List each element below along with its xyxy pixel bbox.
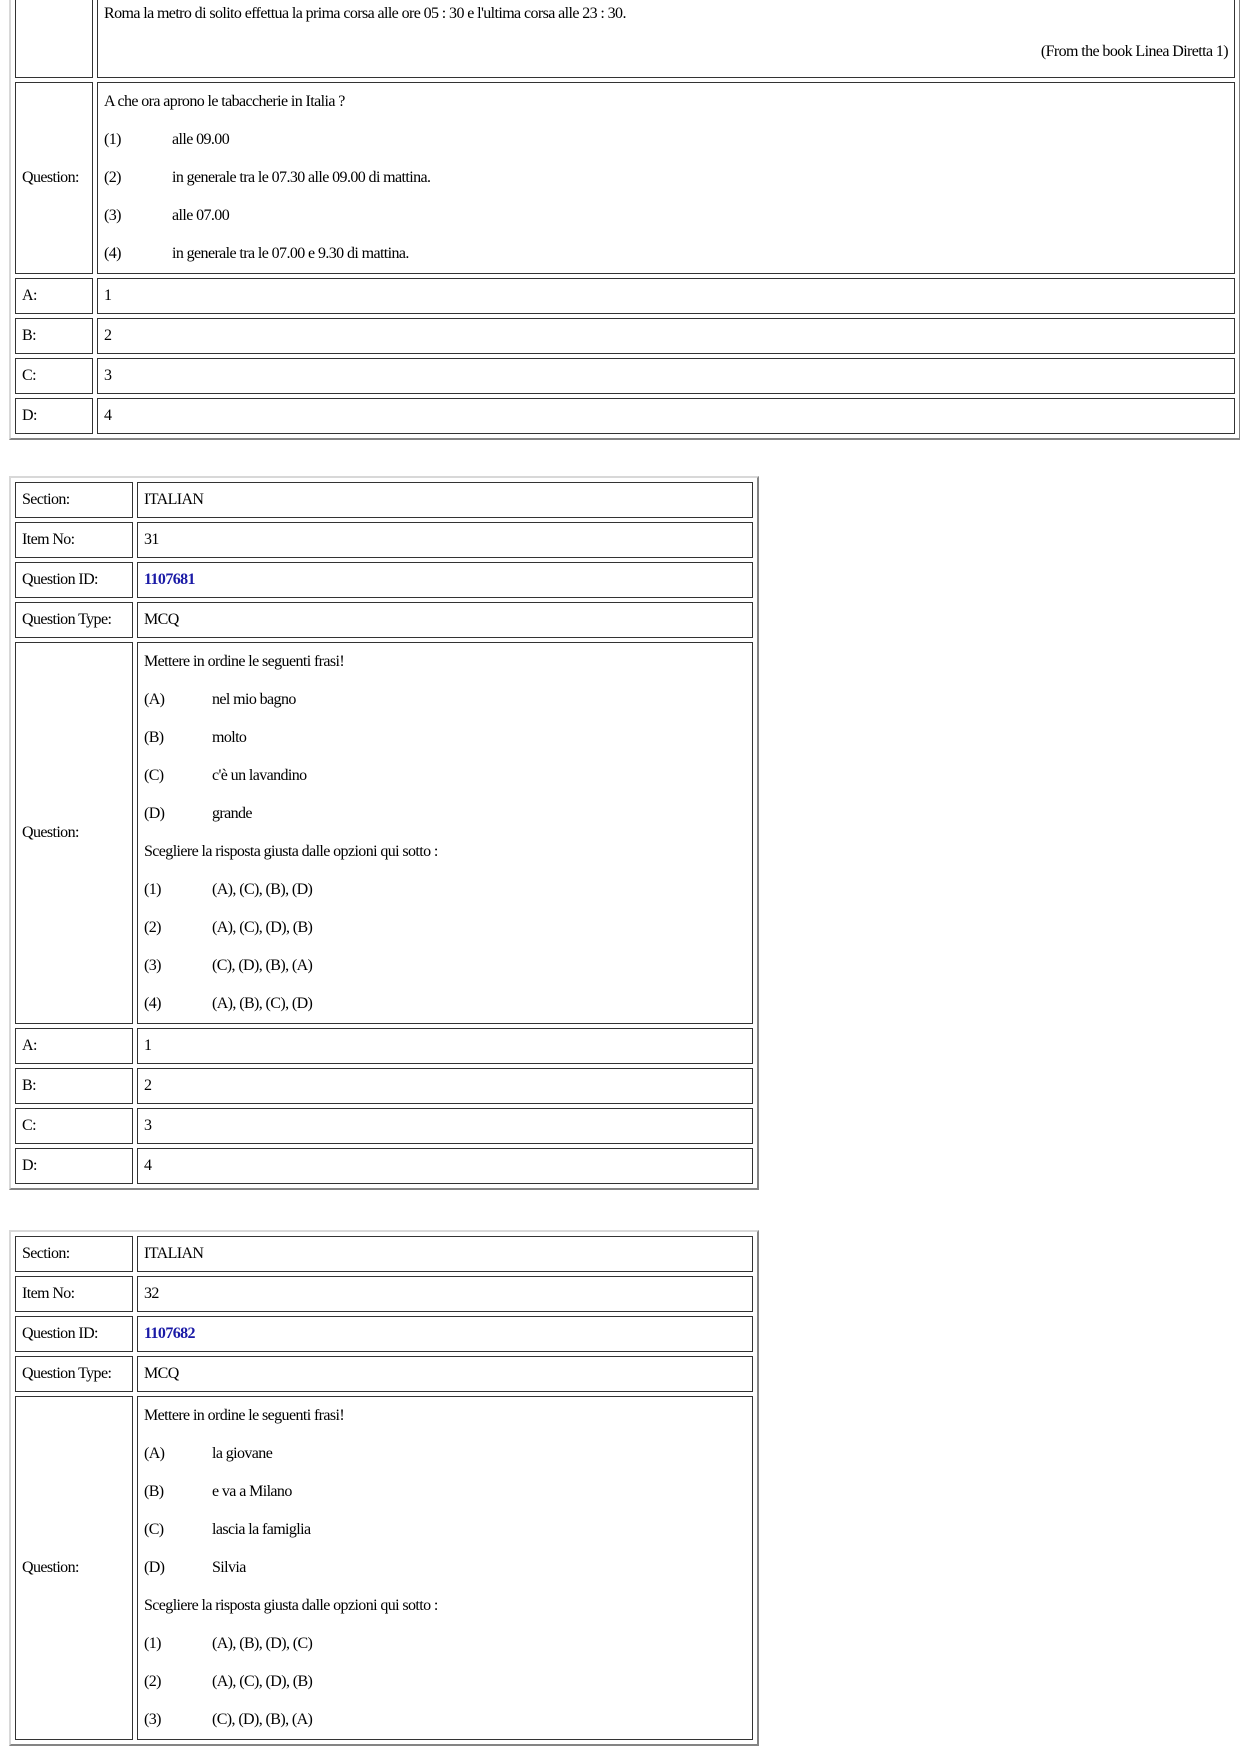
phrase-line: (C) lascia la famiglia	[144, 1521, 311, 1538]
answer-value: 2	[137, 1068, 753, 1104]
option-line: (2) (A), (C), (D), (B)	[144, 919, 313, 936]
answer-label: A:	[15, 1028, 133, 1064]
phrase-line: (D) grande	[144, 805, 252, 822]
answer-value: 1	[137, 1028, 753, 1064]
question-cell	[137, 1396, 753, 1740]
phrase-line: (C) c'è un lavandino	[144, 767, 307, 784]
option-line: (3) (C), (D), (B), (A)	[144, 957, 313, 974]
question-id-cell	[137, 562, 753, 598]
answer-label: C:	[15, 358, 93, 394]
question-label: Question:	[15, 642, 133, 1024]
question-type-label: Question Type:	[15, 1356, 133, 1392]
answer-value: 3	[137, 1108, 753, 1144]
question-table-previous	[9, 0, 1240, 440]
answer-label: C:	[15, 1108, 133, 1144]
option-line: (3) (C), (D), (B), (A)	[144, 1711, 313, 1728]
passage-cell	[97, 0, 1235, 78]
question-type-label: Question Type:	[15, 602, 133, 638]
question-cell	[97, 82, 1235, 274]
answer-label: B:	[15, 318, 93, 354]
answer-label: D:	[15, 1148, 133, 1184]
item-no-label: Item No:	[15, 1276, 133, 1312]
choose-instruction: Scegliere la risposta giusta dalle opzioni qui sotto :	[144, 1597, 438, 1614]
question-id-label: Question ID:	[15, 562, 133, 598]
answer-label: A:	[15, 278, 93, 314]
passage-tail: Roma la metro di solito effettua la prima corsa alle ore 05 : 30 e l'ultima corsa alle 23 : 30.	[104, 5, 626, 22]
phrase-line: (A) nel mio bagno	[144, 691, 296, 708]
answer-label: D:	[15, 398, 93, 434]
answer-value: 4	[97, 398, 1235, 434]
question-text: A che ora aprono le tabaccherie in Italia ?	[104, 93, 345, 110]
choose-instruction: Scegliere la risposta giusta dalle opzioni qui sotto :	[144, 843, 438, 860]
question-id-value: 1107682	[144, 1325, 195, 1342]
question-table-31	[9, 476, 759, 1190]
answer-value: 2	[97, 318, 1235, 354]
question-type-value: MCQ	[137, 1356, 753, 1392]
phrase-line: (D) Silvia	[144, 1559, 246, 1576]
question-id-value: 1107681	[144, 571, 195, 588]
section-value: ITALIAN	[137, 482, 753, 518]
option-line: (4) in generale tra le 07.00 e 9.30 di mattina.	[104, 245, 409, 262]
section-value: ITALIAN	[137, 1236, 753, 1272]
question-id-label: Question ID:	[15, 1316, 133, 1352]
item-no-label: Item No:	[15, 522, 133, 558]
passage-source: (From the book Linea Diretta 1)	[1040, 43, 1228, 60]
option-line: (2) (A), (C), (D), (B)	[144, 1673, 313, 1690]
phrase-line: (B) e va a Milano	[144, 1483, 292, 1500]
phrase-line: (A) la giovane	[144, 1445, 273, 1462]
answer-value: 3	[97, 358, 1235, 394]
question-table-32	[9, 1230, 759, 1746]
section-label: Section:	[15, 1236, 133, 1272]
option-line: (2) in generale tra le 07.30 alle 09.00 di mattina.	[104, 169, 431, 186]
option-line: (1) (A), (B), (D), (C)	[144, 1635, 313, 1652]
answer-value: 4	[137, 1148, 753, 1184]
option-line: (1) (A), (C), (B), (D)	[144, 881, 313, 898]
passage-label-cell	[15, 0, 93, 78]
option-line: (1) alle 09.00	[104, 131, 230, 148]
answer-label: B:	[15, 1068, 133, 1104]
question-label: Question:	[15, 1396, 133, 1740]
question-id-cell	[137, 1316, 753, 1352]
item-no-value: 32	[137, 1276, 753, 1312]
answer-value: 1	[97, 278, 1235, 314]
option-line: (3) alle 07.00	[104, 207, 230, 224]
phrase-line: (B) molto	[144, 729, 247, 746]
question-instruction: Mettere in ordine le seguenti frasi!	[144, 653, 345, 670]
question-cell	[137, 642, 753, 1024]
question-label: Question:	[15, 82, 93, 274]
section-label: Section:	[15, 482, 133, 518]
question-instruction: Mettere in ordine le seguenti frasi!	[144, 1407, 345, 1424]
item-no-value: 31	[137, 522, 753, 558]
question-type-value: MCQ	[137, 602, 753, 638]
option-line: (4) (A), (B), (C), (D)	[144, 995, 313, 1012]
